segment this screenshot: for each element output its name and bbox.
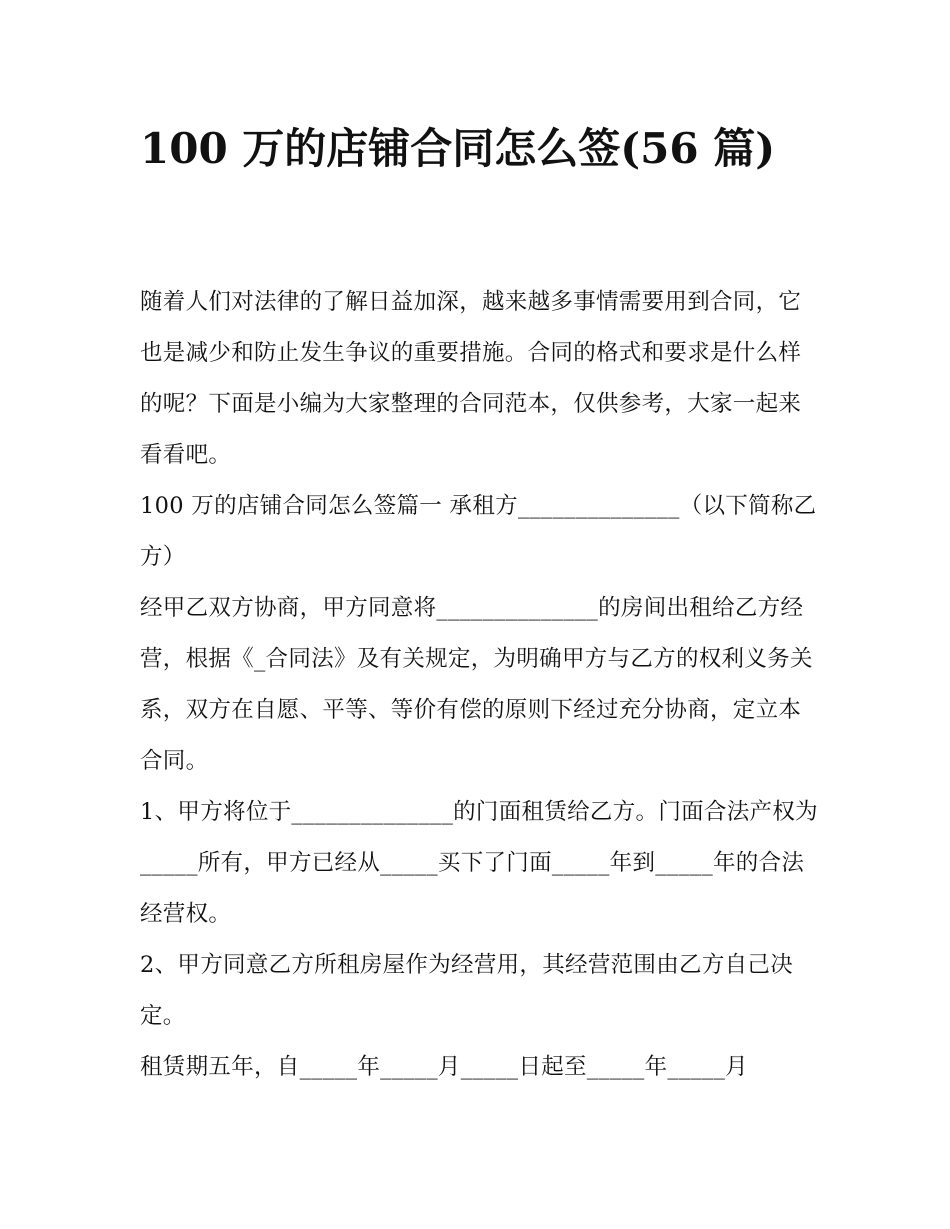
lease-term-paragraph: 租赁期五年，自_____年_____月_____日起至_____年_____月: [140, 1054, 748, 1080]
preamble-paragraph: 经甲乙双方协商，甲方同意将______________的房间出租给乙方经营，根据《_合同法》及有关规定，为明确甲方与乙方的权利义务关系，双方在自愿、平等、等价有偿的原则下经过充分协商，定立本合同。: [140, 595, 813, 774]
clause-2-paragraph: 2、甲方同意乙方所租房屋作为经营用，其经营范围由乙方自己决定。: [140, 952, 794, 1029]
intro-paragraph: 随着人们对法律的了解日益加深，越来越多事情需要用到合同，它也是减少和防止发生争议的重要措施。合同的格式和要求是什么样的呢？下面是小编为大家整理的合同范本，仅供参考，大家一起来看看吧。: [140, 289, 802, 468]
document-body: [140, 277, 820, 1093]
section-heading-paragraph: 100 万的店铺合同怎么签篇一 承租方______________（以下简称乙方）: [140, 493, 817, 570]
document-title: 100 万的店铺合同怎么签(56 篇): [140, 124, 776, 173]
clause-1-paragraph: 1、甲方将位于______________的门面租赁给乙方。门面合法产权为_____所有，甲方已经从_____买下了门面_____年到_____年的合法经营权。: [140, 799, 818, 927]
